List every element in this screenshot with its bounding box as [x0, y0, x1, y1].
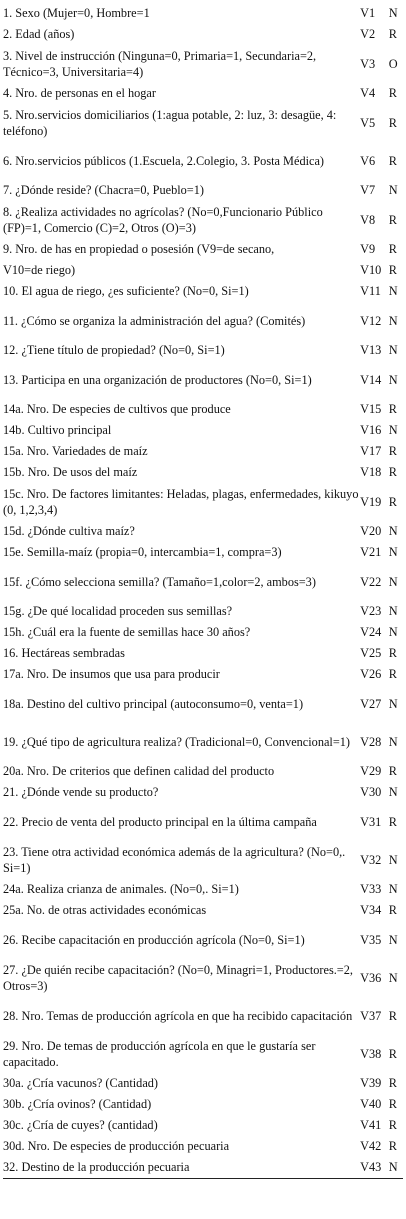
variable-type: N [388, 785, 398, 799]
variable-type: R [388, 1097, 397, 1111]
variable-code: V24 [360, 625, 382, 639]
variable-type: N [388, 970, 398, 985]
variable-description: 12. ¿Tiene título de propiedad? (No=0, Si=1) [3, 343, 225, 358]
variable-code: V26 [360, 667, 382, 681]
variable-description: 20a. Nro. De criterios que definen calidad del producto [3, 764, 275, 779]
variable-code: V16 [360, 423, 382, 437]
variable-description: 27. ¿De quién recibe capacitación? (No=0, Minagri=1, Productores.=2, Otros=3) [3, 962, 353, 993]
table-row [3, 260, 403, 281]
variable-description: 29. Nro. De temas de producción agrícola en que le gustaría ser capacitado. [3, 1038, 316, 1069]
variable-description: 23. Tiene otra actividad económica además de la agricultura? (No=0,. Si=1) [3, 844, 346, 875]
variable-code: V9 [360, 242, 376, 256]
variable-description: 1. Sexo (Mujer=0, Hombre=1 [3, 6, 150, 21]
variable-code: V20 [360, 524, 382, 538]
variable-description: 32. Destino de la producción pecuaria [3, 1157, 360, 1178]
variable-description: 25a. No. de otras actividades económicas [3, 903, 207, 918]
variable-description: 28. Nro. Temas de producción agrícola en que ha recibido capacitación [3, 1008, 353, 1023]
variable-description: 24a. Realiza crianza de animales. (No=0,. Si=1) [3, 882, 239, 897]
variable-type: N [388, 574, 398, 589]
variable-type: R [388, 212, 397, 227]
variable-type: R [388, 646, 397, 660]
variable-code: V7 [360, 183, 376, 197]
table-row [3, 521, 403, 542]
variable-code: V42 [360, 1139, 382, 1153]
variable-description: 26. Recibe capacitación en producción agrícola (No=0, Si=1) [3, 932, 305, 947]
table-row [3, 104, 403, 142]
variable-description: 2. Edad (años) [3, 27, 75, 42]
variable-type: R [388, 1076, 397, 1090]
variable-code: V4 [360, 86, 376, 100]
table-row [3, 1035, 403, 1073]
variable-description: 5. Nro.servicios domiciliarios (1:agua potable, 2: luz, 3: desagüe, 4: teléfono) [3, 107, 337, 138]
variable-description: 3. Nivel de instrucción (Ninguna=0, Primaria=1, Secundaria=2, Técnico=3, Universitaria=4) [3, 48, 317, 79]
variable-type: O [388, 56, 398, 71]
table-row [3, 1136, 403, 1157]
variable-type: N [388, 852, 398, 867]
table-row [3, 239, 403, 260]
variable-description: 14b. Cultivo principal [3, 423, 112, 438]
variable-type: R [388, 814, 397, 829]
variable-code: V36 [360, 970, 382, 985]
table-row [3, 302, 403, 340]
variable-type: R [388, 263, 397, 277]
variable-code: V31 [360, 814, 382, 829]
variable-code: V23 [360, 604, 382, 618]
table-row [3, 622, 403, 643]
variable-code: V29 [360, 764, 382, 778]
table-row [3, 3, 403, 24]
variable-description: 30c. ¿Cría de cuyes? (cantidad) [3, 1118, 158, 1133]
variable-type: N [388, 423, 398, 437]
variable-type: R [388, 115, 397, 130]
variable-code: V15 [360, 402, 382, 416]
variable-description: 15g. ¿De qué localidad proceden sus semillas? [3, 604, 233, 619]
table-row [3, 1073, 403, 1094]
variable-description: V10=de riego) [3, 263, 76, 278]
table-row [3, 900, 403, 921]
variable-type: N [389, 1157, 403, 1178]
table-row [3, 879, 403, 900]
variable-code: V11 [360, 284, 381, 298]
variables-table-body [3, 3, 403, 1178]
table-row [3, 142, 403, 180]
variable-description: 8. ¿Realiza actividades no agrícolas? (No=0,Funcionario Público (FP)=1, Comercio (C)=2, Otros (O)=3) [3, 204, 323, 235]
variable-code: V27 [360, 696, 382, 711]
variable-code: V33 [360, 882, 382, 896]
table-row [3, 997, 403, 1035]
variable-type: R [388, 1139, 397, 1153]
table-row [3, 180, 403, 201]
variable-type: N [388, 284, 398, 298]
variable-code: V39 [360, 1076, 382, 1090]
variable-type: R [388, 27, 397, 41]
variable-description: 7. ¿Dónde reside? (Chacra=0, Pueblo=1) [3, 183, 204, 198]
variable-type: R [388, 903, 397, 917]
variable-type: N [388, 696, 398, 711]
variable-type: R [388, 465, 397, 479]
variable-code: V8 [360, 212, 376, 227]
table-row [3, 1094, 403, 1115]
variable-code: V18 [360, 465, 382, 479]
variable-type: N [388, 6, 398, 20]
variable-type: R [388, 242, 397, 256]
variable-description: 6. Nro.servicios públicos (1.Escuela, 2.Colegio, 3. Posta Médica) [3, 153, 325, 168]
table-row [3, 542, 403, 563]
variable-description: 30d. Nro. De especies de producción pecuaria [3, 1139, 230, 1154]
variable-code: V30 [360, 785, 382, 799]
variable-type: R [388, 764, 397, 778]
variable-type: N [388, 882, 398, 896]
variable-code: V32 [360, 852, 382, 867]
variable-description: 15c. Nro. De factores limitantes: Heladas, plagas, enfermedades, kikuyo (0, 1,2,3,4) [3, 486, 359, 517]
variable-description: 13. Participa en una organización de productores (No=0, Si=1) [3, 372, 312, 387]
variable-description: 15d. ¿Dónde cultiva maíz? [3, 524, 135, 539]
variable-type: R [388, 86, 397, 100]
variables-table [3, 3, 403, 1179]
variable-type: N [388, 343, 398, 357]
variable-code: V19 [360, 494, 382, 509]
variable-code: V22 [360, 574, 382, 589]
variable-description: 21. ¿Dónde vende su producto? [3, 785, 159, 800]
variable-type: R [388, 1046, 397, 1061]
variable-code: V17 [360, 444, 382, 458]
variable-code: V38 [360, 1046, 382, 1061]
variable-code: V5 [360, 115, 376, 130]
variable-type: R [388, 402, 397, 416]
variable-description: 4. Nro. de personas en el hogar [3, 86, 156, 101]
variable-code: V43 [360, 1157, 389, 1178]
variable-type: N [388, 372, 398, 387]
variable-code: V21 [360, 545, 382, 559]
table-row [3, 340, 403, 361]
table-row [3, 664, 403, 685]
table-row [3, 601, 403, 622]
variable-description: 15b. Nro. De usos del maíz [3, 465, 138, 480]
table-row [3, 201, 403, 239]
variable-type: R [388, 153, 397, 168]
table-row [3, 441, 403, 462]
variable-type: R [388, 1118, 397, 1132]
variable-description: 19. ¿Qué tipo de agricultura realiza? (Tradicional=0, Convencional=1) [3, 734, 351, 749]
variable-description: 22. Precio de venta del producto principal en la última campaña [3, 814, 317, 829]
variable-code: V6 [360, 153, 376, 168]
variable-description: 30b. ¿Cría ovinos? (Cantidad) [3, 1097, 152, 1112]
variable-type: N [388, 524, 398, 538]
variable-code: V12 [360, 313, 382, 328]
variable-code: V13 [360, 343, 382, 357]
variable-type: R [388, 1008, 397, 1023]
table-row [3, 1115, 403, 1136]
table-row [3, 281, 403, 302]
table-row [3, 45, 403, 83]
variable-type: N [388, 545, 398, 559]
variable-code: V34 [360, 903, 382, 917]
variable-type: N [388, 313, 398, 328]
variable-type: R [388, 444, 397, 458]
table-row [3, 563, 403, 601]
table-row [3, 462, 403, 483]
table-row [3, 483, 403, 521]
table-row [3, 723, 403, 761]
variable-type: N [388, 183, 398, 197]
table-row [3, 841, 403, 879]
variable-type: R [388, 667, 397, 681]
variable-description: 18a. Destino del cultivo principal (autoconsumo=0, venta=1) [3, 696, 304, 711]
variable-description: 17a. Nro. De insumos que usa para producir [3, 667, 220, 682]
table-row [3, 83, 403, 104]
variable-description: 14a. Nro. De especies de cultivos que produce [3, 402, 231, 417]
table-row [3, 1157, 403, 1178]
variable-description: 16. Hectáreas sembradas [3, 646, 125, 661]
variable-description: 15a. Nro. Variedades de maíz [3, 444, 148, 459]
variable-code: V37 [360, 1008, 382, 1023]
variable-description: 30a. ¿Cría vacunos? (Cantidad) [3, 1076, 159, 1091]
table-row [3, 685, 403, 723]
variable-description: 10. El agua de riego, ¿es suficiente? (No=0, Si=1) [3, 284, 249, 299]
variable-code: V3 [360, 56, 376, 71]
table-row [3, 803, 403, 841]
variable-code: V1 [360, 6, 376, 20]
variable-description: 15h. ¿Cuál era la fuente de semillas hace 30 años? [3, 625, 251, 640]
variable-type: N [388, 932, 398, 947]
table-row [3, 643, 403, 664]
variable-type: N [388, 604, 398, 618]
variable-type: R [388, 494, 397, 509]
variable-code: V10 [360, 263, 382, 277]
variable-code: V28 [360, 734, 382, 749]
table-row [3, 921, 403, 959]
variable-code: V2 [360, 27, 376, 41]
table-row [3, 399, 403, 420]
table-row [3, 959, 403, 997]
variable-code: V14 [360, 372, 382, 387]
variable-description: 11. ¿Cómo se organiza la administración del agua? (Comités) [3, 313, 306, 328]
variable-description: 15f. ¿Cómo selecciona semilla? (Tamaño=1,color=2, ambos=3) [3, 574, 316, 589]
table-row [3, 420, 403, 441]
variable-code: V41 [360, 1118, 382, 1132]
table-row [3, 782, 403, 803]
variable-type: N [388, 734, 398, 749]
variable-code: V35 [360, 932, 382, 947]
variable-code: V25 [360, 646, 382, 660]
table-row [3, 761, 403, 782]
variable-description: 9. Nro. de has en propiedad o posesión (V9=de secano, [3, 242, 275, 257]
table-row [3, 24, 403, 45]
table-row [3, 361, 403, 399]
variable-type: N [388, 625, 398, 639]
variable-description: 15e. Semilla-maíz (propia=0, intercambia=1, compra=3) [3, 545, 282, 560]
variable-code: V40 [360, 1097, 382, 1111]
